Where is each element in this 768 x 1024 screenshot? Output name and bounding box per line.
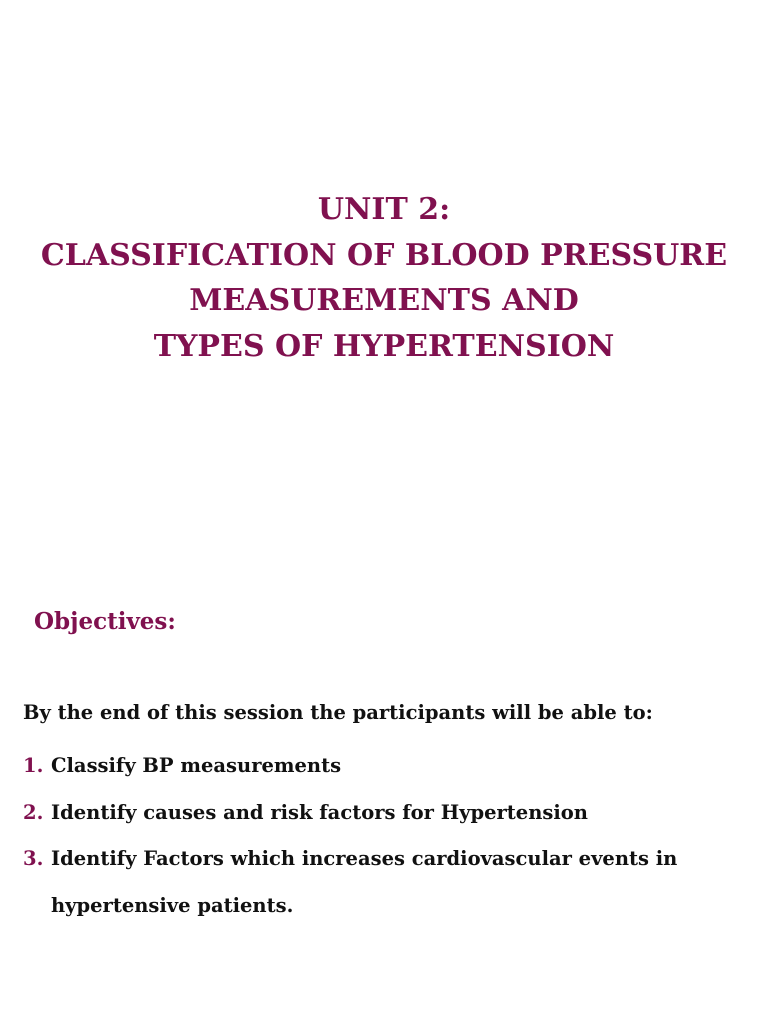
objective-text: [51, 790, 753, 837]
objectives-intro: By the end of this session the participants will be able to:: [23, 701, 653, 724]
objective-item-1: [23, 743, 753, 790]
unit-title: [0, 187, 768, 369]
objective-text-line: Classify BP measurements: [51, 754, 342, 777]
objective-text: [51, 836, 753, 929]
objective-number: 3.: [23, 847, 44, 870]
title-line-unit: UNIT 2:: [317, 192, 451, 227]
objective-text-line: Identify causes and risk factors for Hypertension: [51, 800, 588, 824]
title-line-classification: CLASSIFICATION OF BLOOD PRESSURE: [40, 237, 728, 273]
objective-text-line-continued: hypertensive patients.: [51, 893, 294, 917]
objective-number: 2.: [23, 800, 44, 824]
objective-text: [51, 743, 753, 790]
title-line-measurements: MEASUREMENTS AND: [189, 283, 579, 318]
objective-number: 1.: [23, 754, 44, 777]
objectives-heading: Objectives:: [34, 608, 176, 635]
title-line-types: TYPES OF HYPERTENSION: [153, 328, 615, 364]
objectives-list: [23, 743, 753, 929]
objective-item-3: [23, 836, 753, 929]
objective-item-2: [23, 790, 753, 837]
objective-text-line: Identify Factors which increases cardiovascular events in: [51, 847, 678, 870]
